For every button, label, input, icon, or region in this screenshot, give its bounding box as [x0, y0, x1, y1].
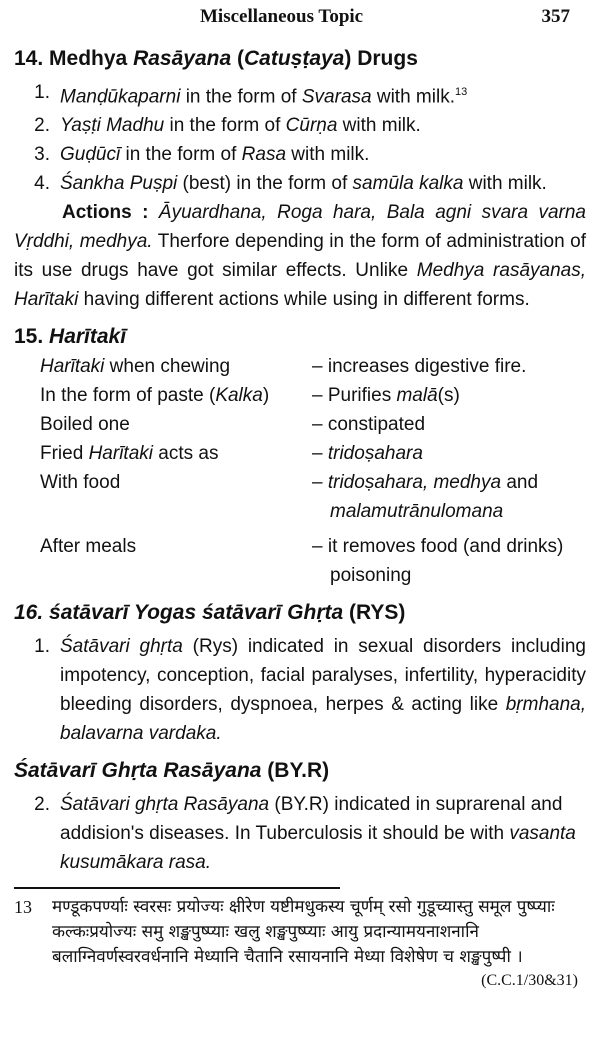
- footnote-number: 13: [14, 897, 32, 918]
- footnote-reference: (C.C.1/30&31): [481, 972, 578, 990]
- list-item: 2. Yaṣṭi Madhu in the form of Cūrṇa with milk.: [34, 115, 421, 137]
- footnote: [14, 895, 586, 970]
- list-item: 4. Śankha Puṣpi (best) in the form of samūla kalka with milk.: [34, 173, 547, 195]
- section-14-heading: 14. Medhya Rasāyana (Catuṣṭaya) Drugs: [14, 47, 418, 70]
- table-row: With food – tridoṣahara, medhya and malamutrānulomana: [40, 472, 539, 523]
- page-content: [14, 44, 586, 990]
- running-title: Miscellaneous Topic: [200, 6, 364, 27]
- satavari-ghrta-heading: Śatāvarī Ghṛta Rasāyana (BY.R): [14, 759, 330, 783]
- medhya-drug-list: [14, 78, 586, 198]
- section-15-heading: 15. Harītakī: [14, 325, 127, 349]
- table-row: Fried Harītaki acts as – tridoṣahara: [40, 443, 423, 465]
- table-row: Harītaki when chewing – increases digestive fire.: [40, 356, 527, 378]
- page-number: 357: [541, 6, 570, 27]
- list-item: 1. Śatāvari ghṛta (Rys) indicated in sexual disorders including impotency, conception, facial paralyses, infertility, hyperacidity bleeding disorders, dyspnoea, herpes & acting like bṛmhana, balavarna vardaka.: [34, 636, 586, 745]
- footnote-text: मण्डूकपर्ण्याः स्वरसः प्रयोज्यः क्षीरेण यष्टीमधुकस्य चूर्णम् रसो गुडूच्यास्तु समूल पुष्प्याः कल्कःप्रयोज्यः समु शङ्खपुष्प्याः खलु शङ्खपुष्प्याः आयु प्रदान्यामयनाशनानि बलाग्निवर्णस्वरवर्धनानि मेध्यानि चैतानि रसायनानि मेध्या विशेषेण च शङ्खपुष्पी ।: [52, 897, 555, 968]
- actions-paragraph: Actions : Āyuardhana, Roga hara, Bala agni svara varna Vṛddhi, medhya. Therfore depending in the form of administration of its use drugs have got similar effects. Unlike Medhya rasāyanas, Harītaki having different actions while using in different forms.: [14, 202, 587, 311]
- table-row: Boiled one – constipated: [40, 414, 426, 436]
- section-16-heading: 16. śatāvarī Yogas śatāvarī Ghṛta (RYS): [14, 601, 406, 625]
- list-item: 3. Guḍūcī in the form of Rasa with milk.: [34, 144, 370, 166]
- footnote-divider: [14, 887, 340, 889]
- page-header: [0, 4, 600, 32]
- list-item: 1. Manḍūkaparni in the form of Svarasa with milk.$^{13}$: [34, 82, 468, 108]
- table-row: In the form of paste (Kalka) – Purifies malā(s): [40, 385, 460, 407]
- haritaki-table: [40, 352, 582, 590]
- satavari-list-1: [14, 632, 586, 748]
- satavari-list-2: [14, 790, 586, 877]
- footnote-ref: 13: [454, 86, 468, 98]
- table-row: After meals – it removes food (and drinks) poisoning: [40, 536, 564, 587]
- list-item: 2. Śatāvari ghṛta Rasāyana (BY.R) indicated in suprarenal and addision's diseases. In Tuberculosis it should be with vasanta kusumākara rasa.: [34, 794, 576, 874]
